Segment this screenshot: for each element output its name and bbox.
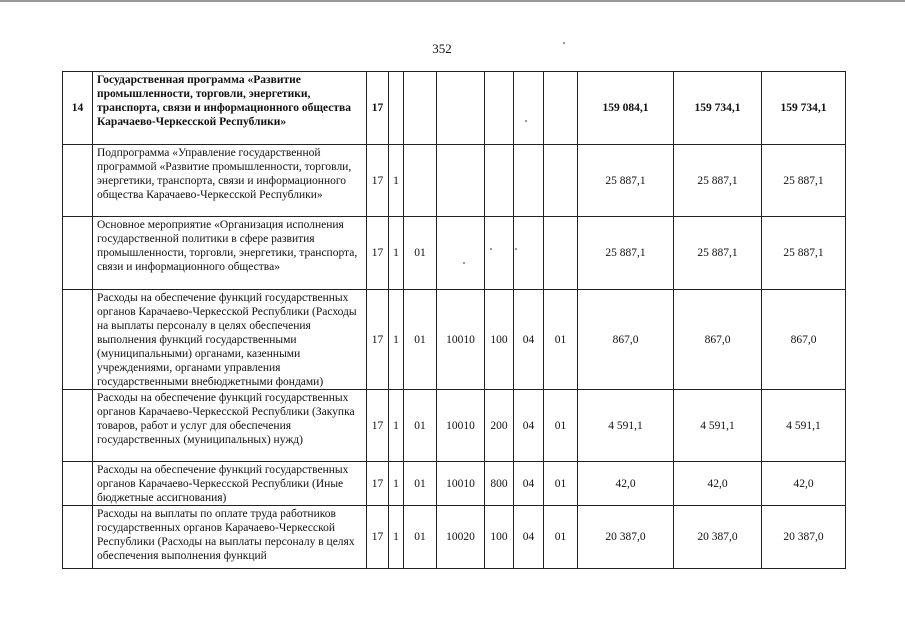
row-number <box>63 462 93 506</box>
row-name: Подпрограмма «Управление государственной программой «Развитие промышленности, торговли, энергетики, транспорта, связи и информационного общества Карачаево-Черкесской Республики» <box>93 145 367 217</box>
amount-2: 4 591,1 <box>674 390 762 462</box>
budget-table <box>62 71 846 569</box>
row-name: Расходы на обеспечение функций государственных органов Карачаево-Черкесской Республики (Закупка товаров, работ и услуг для обеспечения государственных (муниципальных) нужд) <box>93 390 367 462</box>
table-row <box>63 145 846 217</box>
table-row <box>63 462 846 506</box>
code-subprogram <box>389 72 404 145</box>
code-subsection: 01 <box>544 506 578 569</box>
amount-3: 159 734,1 <box>762 72 846 145</box>
row-name: Основное мероприятие «Организация исполнения государственной политики в сфере развития промышленности, торговли, энергетики, транспорта, связи и информационного общества» <box>93 217 367 290</box>
code-ministry: 17 <box>367 145 389 217</box>
amount-1: 25 887,1 <box>578 217 674 290</box>
code-direction: 10010 <box>437 462 485 506</box>
amount-3: 25 887,1 <box>762 145 846 217</box>
code-event <box>404 72 437 145</box>
amount-2: 25 887,1 <box>674 217 762 290</box>
code-subprogram: 1 <box>389 390 404 462</box>
row-name: Расходы на выплаты по оплате труда работников государственных органов Карачаево-Черкесской Республики (Расходы на выплаты персоналу в целях обеспечения выполнения функций <box>93 506 367 569</box>
scan-speck <box>563 42 565 44</box>
amount-1: 4 591,1 <box>578 390 674 462</box>
amount-3: 867,0 <box>762 290 846 390</box>
row-number <box>63 506 93 569</box>
code-section <box>514 217 544 290</box>
code-section: 04 <box>514 290 544 390</box>
code-direction <box>437 72 485 145</box>
amount-2: 42,0 <box>674 462 762 506</box>
code-expense-type <box>485 72 514 145</box>
amount-3: 42,0 <box>762 462 846 506</box>
code-expense-type: 100 <box>485 290 514 390</box>
code-expense-type: 800 <box>485 462 514 506</box>
code-expense-type <box>485 217 514 290</box>
code-ministry: 17 <box>367 390 389 462</box>
amount-1: 42,0 <box>578 462 674 506</box>
table-row <box>63 72 846 145</box>
row-number <box>63 390 93 462</box>
table-row <box>63 290 846 390</box>
code-subsection: 01 <box>544 390 578 462</box>
amount-3: 4 591,1 <box>762 390 846 462</box>
code-subprogram: 1 <box>389 506 404 569</box>
code-event <box>404 145 437 217</box>
code-expense-type: 100 <box>485 506 514 569</box>
code-section <box>514 72 544 145</box>
page-number: 352 <box>432 41 452 56</box>
code-event: 01 <box>404 290 437 390</box>
code-direction: 10010 <box>437 290 485 390</box>
table-row <box>63 506 846 569</box>
amount-1: 867,0 <box>578 290 674 390</box>
code-section: 04 <box>514 506 544 569</box>
code-subprogram: 1 <box>389 145 404 217</box>
row-number <box>63 290 93 390</box>
code-direction: 10020 <box>437 506 485 569</box>
code-subprogram: 1 <box>389 290 404 390</box>
code-section <box>514 145 544 217</box>
amount-2: 867,0 <box>674 290 762 390</box>
row-name: Расходы на обеспечение функций государственных органов Карачаево-Черкесской Республики (Расходы на выплаты персоналу в целях обеспечения выполнения функций государственными (муниципальными) органами, казенными учреждениями, органами управления государственными внебюджетными фондами) <box>93 290 367 390</box>
code-expense-type: 200 <box>485 390 514 462</box>
scan-speck <box>463 262 465 264</box>
code-subprogram: 1 <box>389 217 404 290</box>
code-event: 01 <box>404 506 437 569</box>
code-subprogram: 1 <box>389 462 404 506</box>
table-row <box>63 390 846 462</box>
code-subsection <box>544 217 578 290</box>
code-ministry: 17 <box>367 462 389 506</box>
amount-1: 25 887,1 <box>578 145 674 217</box>
top-rule <box>0 0 905 2</box>
row-number: 14 <box>63 72 93 145</box>
row-number <box>63 217 93 290</box>
scan-speck <box>525 120 527 122</box>
code-subsection <box>544 145 578 217</box>
amount-3: 20 387,0 <box>762 506 846 569</box>
row-name: Государственная программа «Развитие промышленности, торговли, энергетики, транспорта, связи и информационного общества Карачаево-Черкесской Республики» <box>93 72 367 145</box>
code-event: 01 <box>404 462 437 506</box>
code-direction <box>437 217 485 290</box>
code-section: 04 <box>514 462 544 506</box>
code-ministry: 17 <box>367 506 389 569</box>
code-direction: 10010 <box>437 390 485 462</box>
code-event: 01 <box>404 390 437 462</box>
code-subsection: 01 <box>544 462 578 506</box>
code-direction <box>437 145 485 217</box>
code-ministry: 17 <box>367 290 389 390</box>
code-expense-type <box>485 145 514 217</box>
code-event: 01 <box>404 217 437 290</box>
scan-speck <box>515 248 517 250</box>
amount-2: 159 734,1 <box>674 72 762 145</box>
amount-1: 159 084,1 <box>578 72 674 145</box>
amount-2: 25 887,1 <box>674 145 762 217</box>
code-ministry: 17 <box>367 72 389 145</box>
code-subsection <box>544 72 578 145</box>
amount-1: 20 387,0 <box>578 506 674 569</box>
row-number <box>63 145 93 217</box>
amount-3: 25 887,1 <box>762 217 846 290</box>
code-subsection: 01 <box>544 290 578 390</box>
code-section: 04 <box>514 390 544 462</box>
table-row <box>63 217 846 290</box>
amount-2: 20 387,0 <box>674 506 762 569</box>
scan-speck <box>490 248 492 250</box>
code-ministry: 17 <box>367 217 389 290</box>
row-name: Расходы на обеспечение функций государственных органов Карачаево-Черкесской Республики (Иные бюджетные ассигнования) <box>93 462 367 506</box>
